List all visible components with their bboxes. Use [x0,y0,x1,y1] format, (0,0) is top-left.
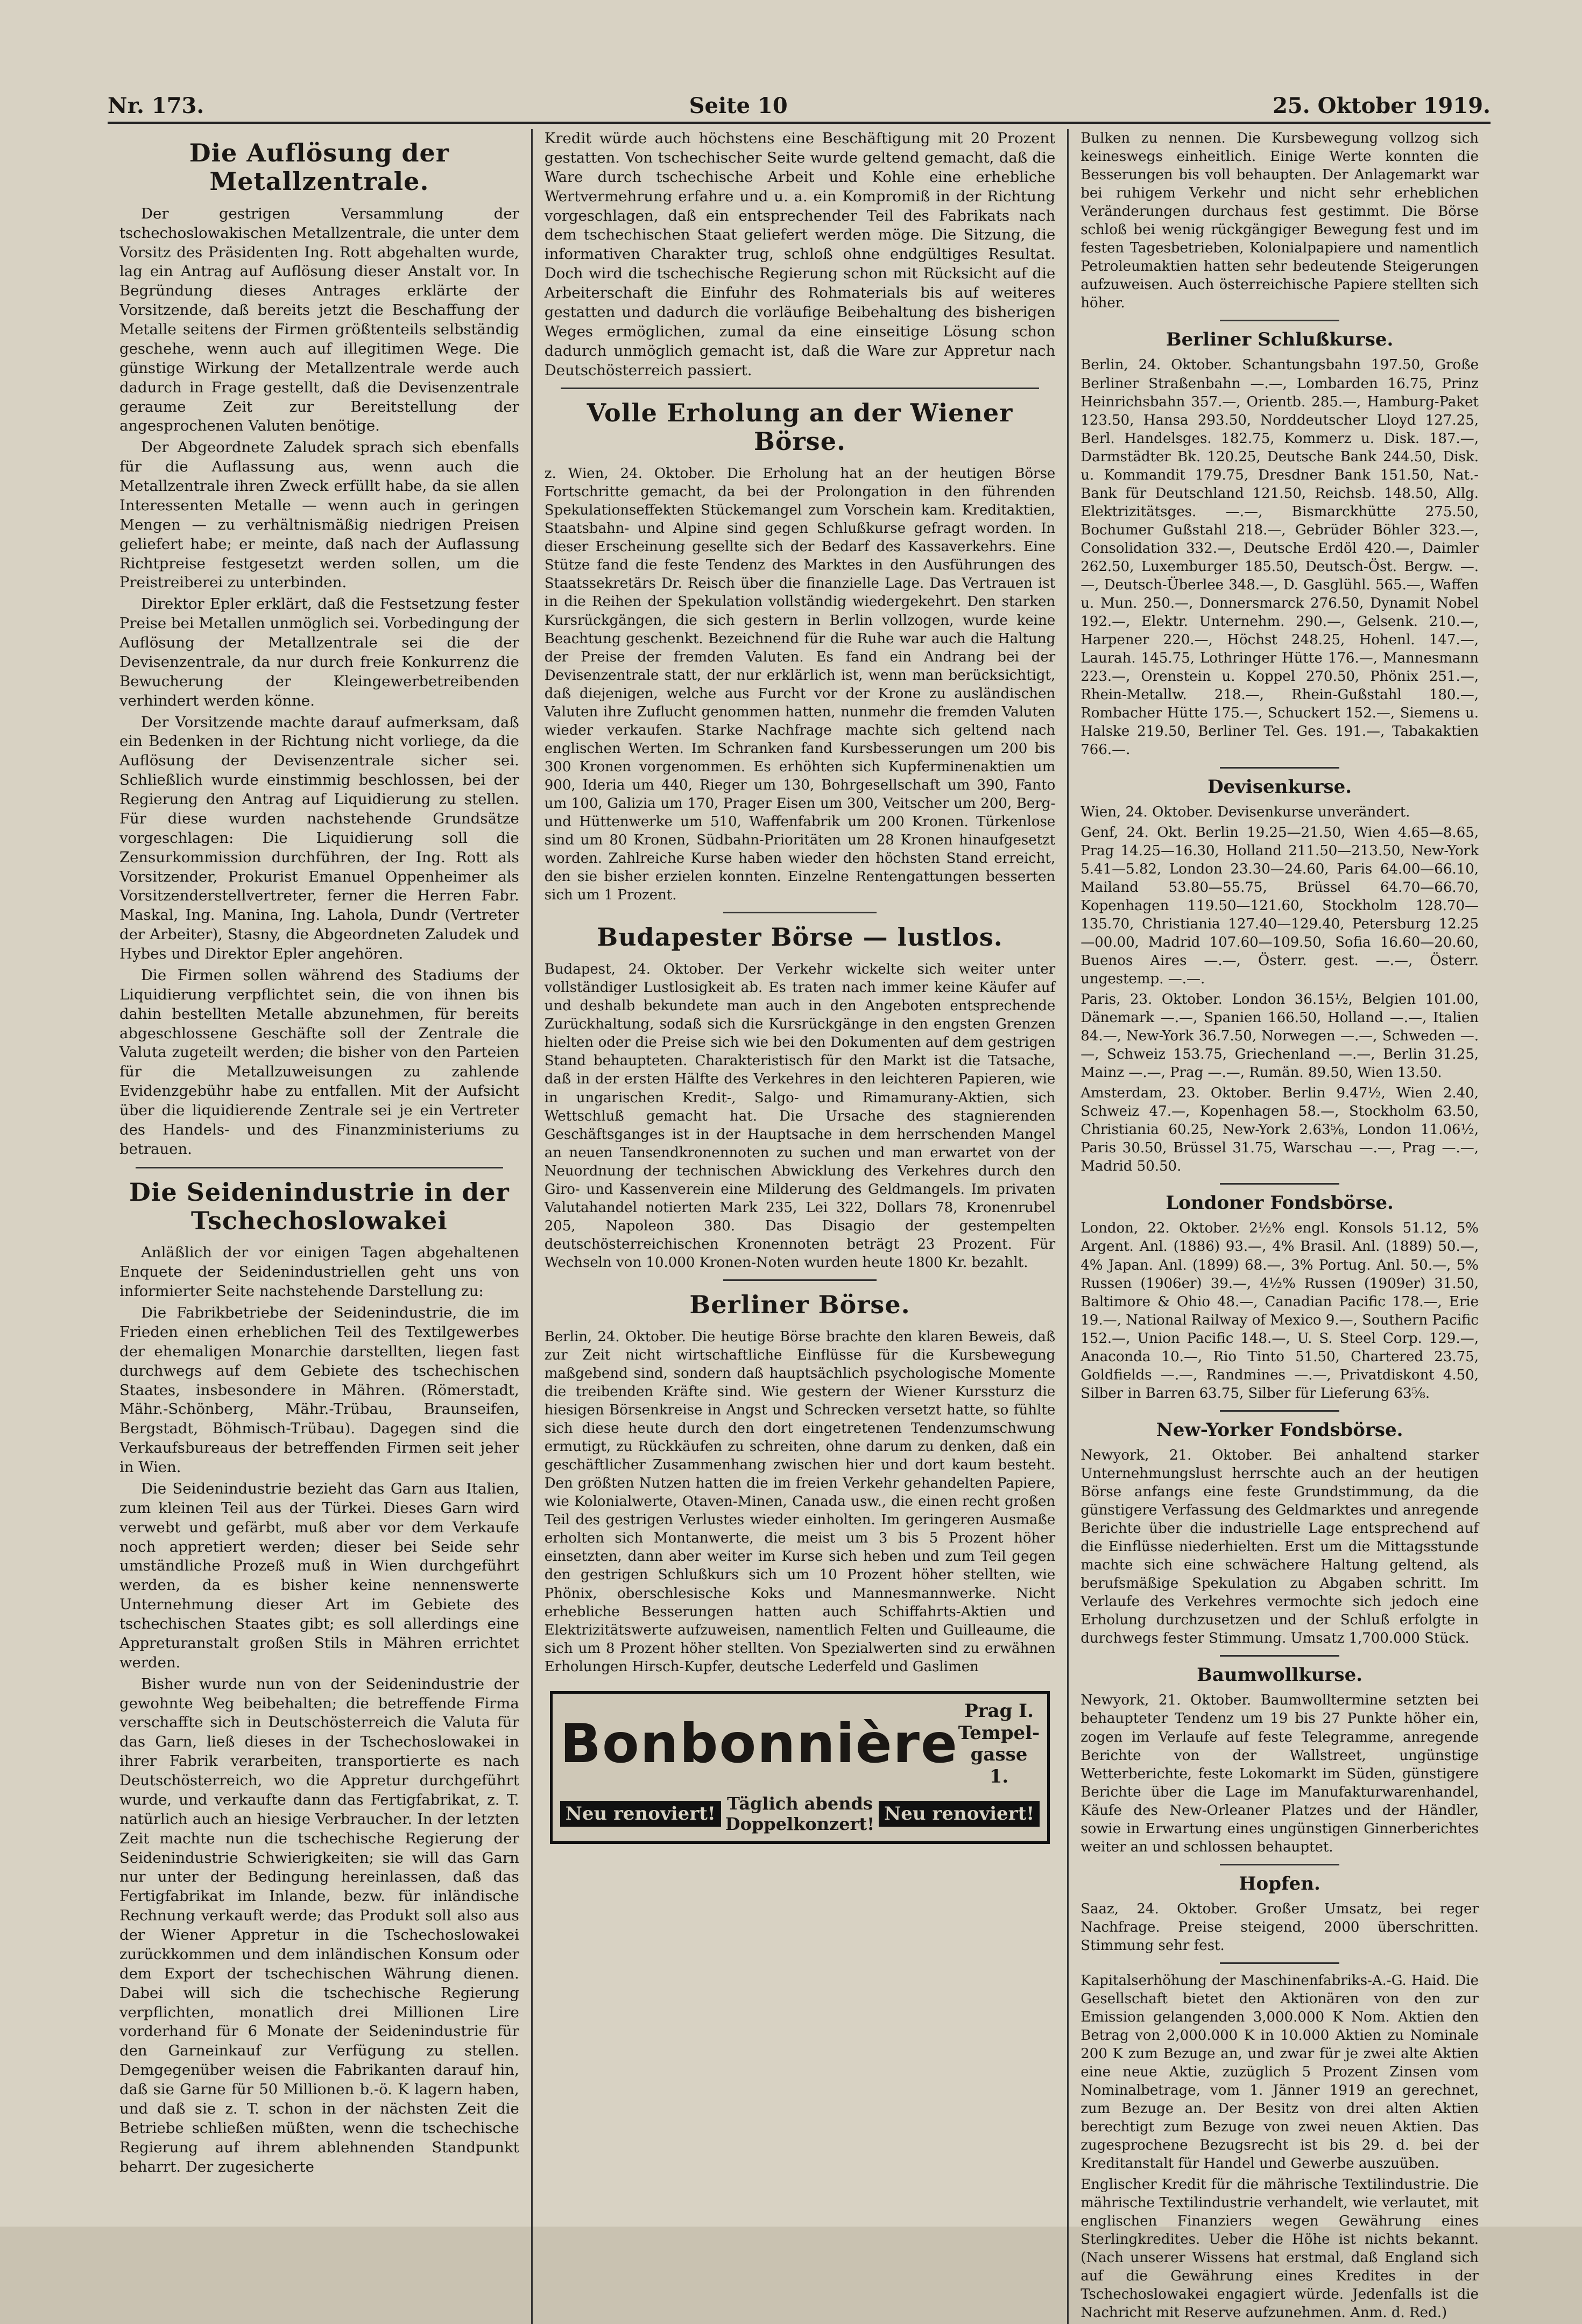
paragraph: Saaz, 24. Oktober. Großer Umsatz, bei reger Nachfrage. Preise steigend, 2000 überschritten. Stimmung sehr fest. [1080,1900,1479,1954]
paragraph: Berlin, 24. Oktober. Schantungsbahn 197.50, Große Berliner Straßenbahn —.—, Lombarden 16.75, Prinz Heinrichsbahn 357.—, Orientb. 285.—, Hamburg-Paket 123.50, Hansa 293.50, Norddeutscher Lloyd 127.25, Berl. Handelsges. 182.75, Kommerz u. Disk. 187.—, Darmstädter Bk. 120.25, Deutsche Bank 244.50, Disk. u. Kommandit 179.75, Dresdner Bank 151.50, Nat.-Bank für Deutschland 121.50, Reichsb. 148.50, Allg. Elektrizitätsges. —.—, Bismarckhütte 275.50, Bochumer Gußstahl 218.—, Gebrüder Böhler 323.—, Consolidation 332.—, Deutsche Erdöl 420.—, Daimler 262.50, Luxemburger 185.50, Deutsch-Öst. Bergw. —.—, Deutsch-Überlee 348.—, D. Gasglühl. 565.—, Waffen u. Mun. 250.—, Donnersmarck 276.50, Dynamit Nobel 192.—, Elektr. Unternehm. 290.—, Gelsenk. 210.—, Harpener 220.—, Höchst 248.25, Hohenl. 147.—, Laurah. 145.75, Lothringer Hütte 176.—, Mannesmann 223.—, Orenstein u. Koppel 270.50, Phönix 251.—, Rhein-Metallw. 218.—, Rhein-Gußstahl 180.—, Rombacher Hütte 175.—, Schuckert 152.—, Siemens u. Halske 219.50, Berliner Tel. Ges. 191.—, Tabakaktien 766.—. [1080,357,1479,758]
paragraph: Bisher wurde nun von der Seidenindustrie der gewohnte Weg beibehalten; die betreffende Firma verschaffte sich in Deutschösterreich die Valuta für das Garn, ließ dieses in der Tschechoslowakei in ihrer Fabrik verarbeiten, transportierte es nach Deutschösterreich, wo die Appretur durchgeführt wurde, und verkaufte dann das Fertigfabrikat, z. T. natürlich auch an hiesige Verbraucher. In der letzten Zeit machte nun die tschechische Regierung der Seidenindustrie Schwierigkeiten; sie will das Garn nur unter der Bedingung hereinlassen, daß das Fertigfabrikat im Inlande, bezw. für inländische Rechnung verkauft werde; das Produkt soll also aus der Wiener Appretur in die Tschechoslowakei zurückkommen und dem inländischen Konsum oder dem Export der tschechischen Währung dienen. Dabei will sich die tschechische Regierung verpflichten, monatlich drei Millionen Lire vorderhand für 6 Monate der Seidenindustrie für den Garneinkauf zur Verfügung zu stellen. Demgegenüber weisen die Fabrikanten darauf hin, daß sie Garne für 50 Millionen b.-ö. K lagern haben, und daß sie z. T. schon in der nächsten Zeit die Betriebe schließen müßten, wenn die tschechische Regierung auf ihrem ablehnenden Standpunkt beharrt. Der zugesicherte [119,1675,519,2175]
issue-number: Nr. 173. [108,93,204,118]
article-title-metallzentrale: Die Auflösung der Metallzentrale. [189,138,450,196]
article-title-wiener-boerse: Volle Erholung an der Wiener Börse. [587,398,1013,456]
page-number: Seite 10 [689,93,788,118]
paragraph: Kredit würde auch höchstens eine Beschäftigung mit 20 Prozent gestatten. Von tschechischer Seite wurde geltend gemacht, daß die Ware durch tschechische Arbeit und Kohle eine erhebliche Wertvermehrung erfahre und u. a. ein Kompromiß in der Richtung vorgeschlagen, daß ein entsprechender Teil des Fabrikats nach dem tschechischen Staat geliefert werden möge. Die Sitzung, die informativen Charakter trug, schloß ohne endgültiges Resultat. Doch wird die tschechische Regierung schon mit Rücksicht auf die Arbeiterschaft die Einfuhr des Rohmaterials bis auf weiteres gestatten und dadurch die vorläufige Beibehaltung des bisherigen Weges ermöglichen, zumal da eine einseitige Lösung schon dadurch unmöglich gemacht ist, daß die Ware zur Appretur nach Deutschösterreich passiert. [544,130,1056,379]
paragraph: Bulken zu nennen. Die Kursbewegung vollzog sich keineswegs einheitlich. Einige Werte konnten die Besserungen bis voll behaupten. Der Anlagemarkt war bei ruhigem Verkehr und nicht sehr erheblichen Veränderungen durchaus fest gestimmt. Die Börse schloß bei wenig rückgängiger Bewegung fest und im festen Tagesbetrieben, Kolonialpapiere und namentlich Petroleumaktien hatten sehr bedeutende Steigerungen aufzuweisen. Auch österreichische Papiere stellten sich höher. [1080,130,1479,312]
section-title-berliner-schlusskurse: Berliner Schlußkurse. [1166,329,1394,351]
ad-venue-name: Bonbonnière [560,1712,958,1776]
paragraph: Anläßlich der vor einigen Tagen abgehaltenen Enquete der Seidenindustriellen geht uns von informierter Seite nachstehende Darstellung zu: [119,1244,519,1300]
article-title-budapester-boerse: Budapester Börse — lustlos. [597,922,1003,952]
column-3 [1067,129,1491,2324]
paragraph: Newyork, 21. Oktober. Baumwolltermine setzten bei behaupteter Tendenz um 19 bis 27 Punkte höher ein, zogen im Verlaufe auf feste Telegramme, anregende Berichte von der Wallstreet, ungünstige Wetterberichte, feste Lokomarkt im Süden, günstigere Berichte über die Lage im Manufakturwarenhandel, Käufe des New-Orleaner Platzes und der Händler, sowie in Erwartung eines ungünstigen Ginnerberichtes weiter an und schlossen behauptet. [1080,1692,1479,1855]
paragraph: Genf, 24. Okt. Berlin 19.25—21.50, Wien 4.65—8.65, Prag 14.25—16.30, Holland 211.50—213.50, New-York 5.41—5.82, London 23.30—24.60, Paris 64.00—66.10, Mailand 53.80—55.75, Brüssel 64.70—66.70, Kopenhagen 119.50—121.60, Stockholm 128.70—135.70, Christiania 127.40—129.40, Petersburg 12.25—00.00, Madrid 107.60—109.50, Sofia 16.60—20.60, Buenos Aires —.—, Österr. gest. —.—, Österr. ungestemp. —.—. [1080,824,1479,987]
paragraph: Der Abgeordnete Zaludek sprach sich ebenfalls für die Auflassung aus, wenn auch die Metallzentrale ihren Zweck erfüllt habe, da sie allen Interessenten Metalle — wenn auch in geringen Mengen — zu verhältnismäßig niedrigen Preisen geliefert habe; er meinte, daß nach der Auflassung Richtpreise festgesetzt werden sollen, um die Preistreiberei zu unterbinden. [119,439,519,591]
paragraph: Wien, 24. Oktober. Devisenkurse unverändert. [1080,804,1410,820]
paragraph: Der gestrigen Versammlung der tschechoslowakischen Metallzentrale, die unter dem Vorsitz des Präsidenten Ing. Rott abgehalten wurde, lag ein Antrag auf Auflösung dieser Anstalt vor. In Begründung dieses Antrages erklärte der Vorsitzende, daß bereits jetzt die Beschaffung der Metalle seitens der Firmen größtenteils selbständig geschehe, wenn auch auf illegitimen Wege. Die günstige Wirkung der Metallzentrale werde auch dadurch in Frage gestellt, daß die Devisenzentrale geraume Zeit zur Bereitstellung der angesprochenen Valuten benötige. [119,205,519,435]
paragraph: London, 22. Oktober. 2½% engl. Konsols 51.12, 5% Argent. Anl. (1886) 93.—, 4% Brasil. Anl. (1889) 50.—, 4% Japan. Anl. (1899) 68.—, 3% Portug. Anl. 50.—, 5% Russen (1906er) 39.—, 4½% Russen (1909er) 31.50, Baltimore & Ohio 48.—, Canadian Pacific 178.—, Erie 19.—, National Railway of Mexico 9.—, Southern Pacific 152.—, Union Pacific 148.—, U. S. Steel Corp. 129.—, Anaconda 10.—, Rio Tinto 51.50, Chartered 23.75, Goldfields —.—, Randmines —.—, Privatdiskont 4.50, Silber in Barren 63.75, Silber für Lieferung 63⅝. [1080,1220,1479,1402]
ad-tag-left: Neu renoviert! [560,1801,721,1827]
article-title-seidenindustrie: Die Seidenindustrie in der Tschechoslowakei [129,1177,510,1235]
divider [1220,1183,1339,1185]
section-title-londoner-fondsboerse: Londoner Fondsbörse. [1166,1192,1394,1214]
ad-top-row [560,1700,1040,1788]
paragraph: Newyork, 21. Oktober. Bei anhaltend starker Unternehmungslust herrschte auch an der heutigen Börse anfangs eine feste Grundstimmung, da die günstigere Verfassung des Geldmarktes und anregende Berichte über die industrielle Lage entsprechend auf die Einflüsse niederhielten. Erst um die Mittagsstunde machte sich eine schwächere Haltung geltend, als berufsmäßige Spekulation zu Abgaben schritt. Im Verlaufe des Verkehres vermochte sich jedoch eine Erholung durchzusetzen und der Schluß erfolgte in durchwegs fester Stimmung. Umsatz 1,700.000 Stück. [1080,1447,1479,1647]
section-title-devisenkurse: Devisenkurse. [1207,776,1352,798]
text-columns [108,129,1491,2321]
advertisement-bonbonniere [550,1691,1050,1844]
divider [723,912,877,913]
paragraph: Englischer Kredit für die mährische Textilindustrie. Die mährische Textilindustrie verhandelt, wie verlautet, mit englischen Finanziers wegen Gewährung eines Sterlingkredites. Ueber die Höhe ist nichts bekannt. (Nach unserer Wissens hat erstmal, daß England sich auf die Gewährung eines Kredites in der Tschechoslowakei engagiert würde. Jedenfalls ist die Nachricht mit Reserve aufzunehmen. Anm. d. Red.) [1080,2176,1479,2321]
paragraph: Paris, 23. Oktober. London 36.15½, Belgien 101.00, Dänemark —.—, Spanien 166.50, Holland —.—, Italien 84.—, New-York 36.7.50, Norwegen —.—, Schweden —.—, Schweiz 153.75, Griechenland —.—, Berlin 31.25, Mainz —.—, Prag —.—, Rumän. 89.50, Wien 13.50. [1080,991,1479,1081]
divider [1220,1962,1339,1964]
paragraph: z. Wien, 24. Oktober. Die Erholung hat an der heutigen Börse Fortschritte gemacht, da bei der Prolongation in den führenden Spekulationseffekten Stückemangel zum Vorschein kam. Kreditaktien, Staatsbahn- und Alpine sind gegen Schlußkurse gefragt worden. In dieser Erscheinung gesellte sich der Bedarf des Kassaverkehrs. Eine Stütze fand die feste Tendenz des Marktes in den Ausführungen des Staatssekretärs Dr. Reisch über die finanzielle Lage. Das Vertrauen ist in die Reihen der Spekulation vollständig wiedergekehrt. Den starken Kursrückgängen, die sich gestern in Berlin vollzogen, wurde keine Beachtung geschenkt. Bezeichnend für die Ruhe war auch die Haltung der Preise der fremden Valuten. Es fand ein Andrang bei der Devisenzentrale statt, der nur erklärlich ist, wenn man berücksichtigt, daß diejenigen, welche aus Furcht vor der Krone zu ausländischen Valuten ihre Zuflucht genommen hatten, nunmehr die fremden Valuten wieder verkaufen. Starke Nachfrage machte sich geltend nach englischen Werten. Im Schranken fand Kursbesserungen um 200 bis 300 Kronen vorgenommen. Es erhöhten sich Kupferminenaktien um 900, Ideria um 440, Rieger um 130, Bohrgesellschaft um 390, Fanto um 100, Galizia um 170, Prager Eisen um 300, Veitscher um 200, Berg- und Hüttenwerke um 510, Waffenfabrik um 200 Kronen. Türkenlose sind um 80 Kronen, Südbahn-Prioritäten um 28 Kronen hinaufgesetzt worden. Zahlreiche Kurse haben wieder den höchsten Stand erreicht, den sie bisher erzielen konnten. Einzelne Rentengattungen besserten sich um 1 Prozent. [544,466,1056,904]
ad-address-line: gasse 1. [970,1744,1028,1788]
divider [1220,320,1339,321]
paragraph: Direktor Epler erklärt, daß die Festsetzung fester Preise bei Metallen unmöglich sei. Vorbedingung der Auflösung der Metallzentrale sei die der Devisenzentrale, da nur durch freie Konkurrenz die Bewucherung der Kleingewerbetreibenden verhindert werden könne. [119,595,519,709]
column-2 [531,129,1067,2324]
paragraph: Amsterdam, 23. Oktober. Berlin 9.47½, Wien 2.40, Schweiz 47.—, Kopenhagen 58.—, Stockholm 63.50, Christiania 60.25, New-York 2.63⅝, London 11.06½, Paris 30.50, Brüssel 31.75, Warschau —.—, Prag —.—, Madrid 50.50. [1080,1085,1479,1175]
ad-program [725,1793,874,1835]
ad-tag-right: Neu renoviert! [879,1801,1040,1827]
divider [561,388,1039,389]
paragraph: Die Seidenindustrie bezieht das Garn aus Italien, zum kleinen Teil aus der Türkei. Dieses Garn wird verwebt und gefärbt, muß aber vor dem Verkaufe noch appretiert werden; dieser bei Seide sehr umständliche Prozeß muß in Wien durchgeführt werden, da es bisher keine nennenswerte Unternehmung dieser Art im Gebiete des tschechischen Staates gibt; es soll allerdings eine Appreturanstalt großen Stils in Mähren errichtet werden. [119,1480,519,1671]
issue-date: 25. Oktober 1919. [1273,93,1491,118]
section-title-hopfen: Hopfen. [1239,1872,1320,1895]
divider [1220,1864,1339,1865]
paragraph: Berlin, 24. Oktober. Die heutige Börse brachte den klaren Beweis, daß zur Zeit nicht wirtschaftliche Einflüsse für die Kursbewegung maßgebend sind, sondern daß hauptsächlich psychologische Momente die treibenden Kräfte sind. Wie gestern der Wiener Kurssturz die hiesigen Börsenkreise in Angst und Schrecken versetzt hatte, so fühlte sich diese heute durch den dort eingetretenen Tendenzumschwung ermutigt, zu Rückkäufen zu schreiten, ohne darum zu denken, daß ein geschäftlicher Zusammenhang zwischen hier und dort kaum besteht. Den größten Nutzen hatten die im freien Verkehr gehandelten Papiere, wie Kolonialwerte, Otaven-Minen, Canada usw., die einen recht großen Teil des gestrigen Verlustes wieder einholten. Im geringeren Ausmaße erholten sich Montanwerte, die meist um 3 bis 5 Prozent höher einsetzten, dann aber weiter im Kurse sich heben und zum Teil gegen den gestrigen Schlußkurs sich um 10 Prozent höher stellten, wie Phönix, oberschlesische Koks und Mannesmannwerke. Nicht erhebliche Besserungen hatten auch Schiffahrts-Aktien und Elektrizitätswerte aufzuweisen, namentlich Felten und Guilleaume, die sich um 8 Prozent höher stellten. Von Spezialwerten sind zu erwähnen Erholungen Hirsch-Kupfer, deutsche Lederfeld und Gaslimen [544,1328,1056,1675]
divider [136,1167,503,1168]
divider [1220,1655,1339,1657]
paragraph: Kapitalserhöhung der Maschinenfabriks-A.-G. Haid. Die Gesellschaft bietet den Aktionären von den zur Emission gelangenden 3,000.000 K Nom. Aktien den Betrag von 2,000.000 K in 10.000 Aktien zu Nominale 200 K zum Bezuge an, und zwar für je zwei alte Aktien eine neue Aktie, zuzüglich 5 Prozent Zinsen vom Nominalbetrage, vom 1. Jänner 1919 an gerechnet, zum Bezuge an. Der Besitz von drei alten Aktien berechtigt zum Bezuge von zwei neuen Aktien. Das zugesprochene Bezugsrecht ist bis 29. d. bei der Kreditanstalt für Handel und Gewerbe auszuüben. [1080,1972,1479,2172]
article-title-berliner-boerse: Berliner Börse. [689,1290,910,1319]
paragraph: Die Fabrikbetriebe der Seidenindustrie, die im Frieden einen erheblichen Teil des Textilgewerbes der ehemaligen Monarchie darstellten, liegen fast durchwegs auf dem Gebiete des tschechischen Staates, insbesondere in Mähren. (Römerstadt, Mähr.-Schönberg, Mähr.-Trübau, Braunseifen, Bergstadt, Böhmisch-Trübau). Dagegen sind die Verkaufsbureaus der betreffenden Firmen seit jeher in Wien. [119,1304,519,1476]
divider [1220,1410,1339,1412]
ad-program-line: Doppelkonzert! [725,1814,875,1835]
divider [1220,767,1339,769]
ad-program-line: Täglich abends [727,1793,873,1814]
ad-address-line: Tempel- [958,1722,1040,1744]
page-header [108,86,1491,124]
section-title-newyorker-fondsboerse: New-Yorker Fondsbörse. [1156,1419,1403,1441]
paragraph: Budapest, 24. Oktober. Der Verkehr wickelte sich weiter unter vollständiger Lustlosigkeit ab. Es traten nach immer keine Käufer auf und deshalb bekundete man auch in den Angeboten entsprechende Zurückhaltung, sodaß sich die Kursrückgänge in den engsten Grenzen hielten oder die Preise sich wie bei den Dokumenten auf dem gestrigen Stand behaupteten. Charakteristisch für den Markt ist die Tatsache, daß in der ersten Hälfte des Verkehres in den leichteren Papieren, wie in ungarischen Kredit-, Salgo- und Rimamurany-Aktien, sich Wettschluß gemacht hat. Die Ursache des stagnierenden Geschäftsganges ist in der Hauptsache in dem herrschenden Mangel an neuen Tansendkronennoten zu suchen und man erwartet von der Neuordnung der technischen Abwicklung des Verkehres durch den Giro- und Kassenverein eine Milderung des Geldmangels. Im privaten Valutahandel notierten Mark 235, Lei 322, Dollars 78, Kronenrubel 205, Napoleon 380. Das Disagio der gestempelten deutschösterreichischen Kronennoten beträgt 23 Prozent. Für Wechseln von 10.000 Kronen-Noten wurden heute 1800 Kr. bezahlt. [544,961,1056,1271]
divider [723,1279,877,1281]
ad-bottom-row [560,1793,1040,1835]
ad-address [958,1700,1040,1788]
column-1 [108,129,531,2324]
paragraph: Die Firmen sollen während des Stadiums der Liquidierung verpflichtet sein, die von ihnen bis dahin bestellten Metalle abzunehmen, für bereits abgeschlossene Geschäfte soll der Zentrale die Valuta zugeteilt werden; die bisher von den Parteien für die Metallzuweisungen zu zahlende Evidenzgebühr habe zu entfallen. Mit der Aufsicht über die liquidierende Zentrale sei je ein Vertreter des Handels- und des Finanzministeriums zu betrauen. [119,966,519,1158]
section-title-baumwollkurse: Baumwollkurse. [1197,1664,1363,1686]
ad-address-line: Prag I. [964,1700,1034,1722]
paragraph: Der Vorsitzende machte darauf aufmerksam, daß ein Bedenken in der Richtung nicht vorliege, da die Auflösung der Devisenzentrale sicher sei. Schließlich wurde einstimmig beschlossen, bei der Regierung den Antrag auf Liquidierung zu stellen. Für diese wurden nachstehende Grundsätze vorgeschlagen: Die Liquidierung soll die Zensurkommission durchführen, der Ing. Rott als Vorsitzender, Prokurist Emanuel Oppenheimer als Vorsitzenderstellvertreter, ferner die Herren Fabr. Maskal, Ing. Manina, Ing. Lahola, Dundr (Vertreter der Arbeiter), Stasny, die Abgeordneten Zaludek und Hybes und Direktor Epler angehören. [119,713,519,963]
